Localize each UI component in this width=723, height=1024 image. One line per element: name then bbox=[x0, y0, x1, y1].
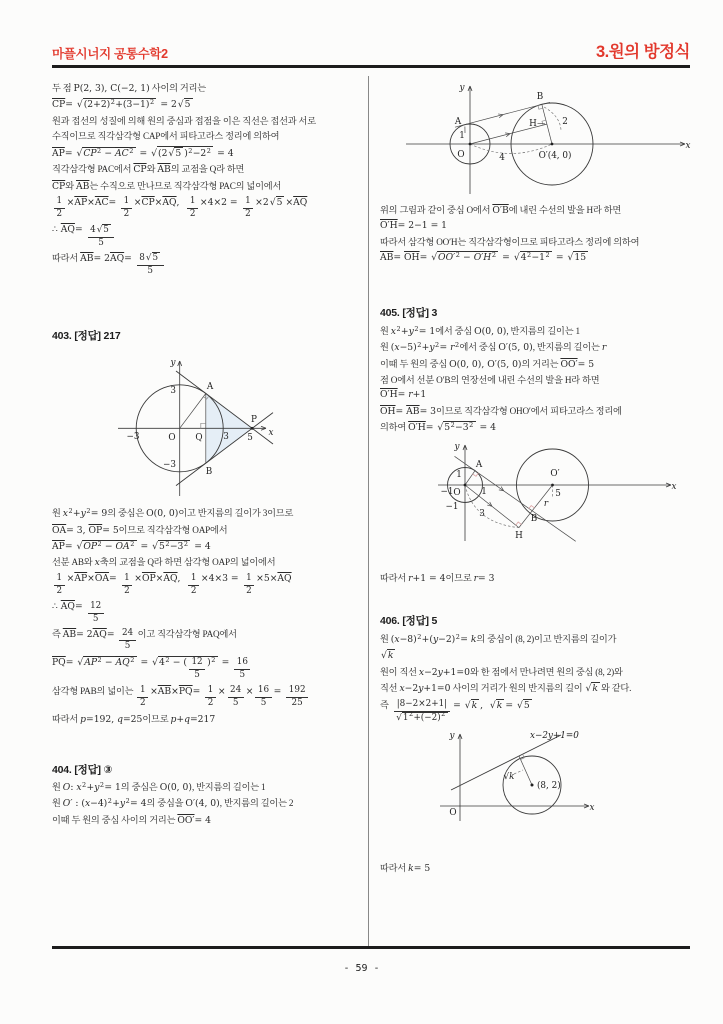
header-rule bbox=[52, 65, 690, 68]
fig404-y-axis-label: y bbox=[459, 83, 465, 93]
solution-line: 이때 두 원의 중심 O(0, 0), O′(5, 0) 의 거리는 OO′ = 5 bbox=[380, 358, 595, 370]
solution-line: 즉 |8−2×2+1| √ 1 2 +(−2) 2 = √ k , √ k = √ 5 bbox=[380, 698, 530, 723]
fig404-h-label: H bbox=[529, 119, 537, 129]
solution-line: 수직이므로 직각삼각형 CAP에서 피타고라스 정리에 의하여 bbox=[52, 131, 280, 142]
solution-line: 원이 직선 x −2 y +1=0 와 한 점에서 만나려면 원의 중심 (8, 2)와 bbox=[380, 666, 623, 678]
problem-403-heading: 403. [정답] 217 bbox=[52, 330, 121, 343]
solution-line: 원 ( x −8) 2 +( y −2) 2 = k 의 중심이 (8, 2)이고 반지름의 길이가 bbox=[380, 632, 617, 646]
solution-line: ∴ $\overline{AQ}$ = $\frac{12}{5}$ bbox=[52, 601, 358, 626]
solution-406 bbox=[380, 633, 692, 724]
solution-line: 원과 접선의 성질에 의해 원의 중심과 접점을 이은 직선은 접선과 서로 bbox=[52, 115, 316, 126]
fig406-radius-label: √k bbox=[503, 771, 515, 782]
figure-405 bbox=[426, 439, 686, 569]
fig404-origin-label: O bbox=[457, 150, 465, 160]
solution-line: 따라서 r +1 = 4 이므로 r = 3 bbox=[380, 572, 495, 584]
solution-402-continued bbox=[52, 82, 358, 278]
solution-line: $\overline{PQ}$ = √ AP 2 − $\overline{AQ}$ 2 = √ 4 2 − ( $\frac{12}{5}$ ) 2 = $\frac{16}{5}$ bbox=[52, 656, 358, 682]
footer-rule bbox=[52, 946, 690, 949]
fig405-y-axis-label: y bbox=[454, 441, 460, 452]
solution-line: 원 O : x 2 + y 2 = 1 의 중심은 O(0, 0) , 반지름의 길이는 1 bbox=[52, 780, 266, 794]
fig405-h-label: H bbox=[515, 530, 523, 541]
solution-line: $\overline{CP}$ 와 $\overline{AB}$ 는 수직으로 만나므로 직각삼각형 PAC의 넓이에서 bbox=[52, 180, 282, 192]
fig403-ytick-neg3: −3 bbox=[163, 460, 176, 471]
fig405-ytick-neg1: −1 bbox=[445, 501, 459, 512]
problem-405-heading: 405. [정답] 3 bbox=[380, 306, 438, 319]
fig404-radius1-label: 1 bbox=[459, 131, 465, 141]
solution-line: O′H = 2−1 = 1 bbox=[380, 220, 448, 232]
fig403-x-axis-label: x bbox=[268, 428, 274, 439]
solution-404 bbox=[52, 781, 358, 827]
solution-line: 원 x 2 + y 2 = 9 의 중심은 O(0, 0) 이고 반지름의 길이가 3이므로 bbox=[52, 507, 294, 520]
book-title: 마플시너지 공통수학2 bbox=[52, 47, 168, 61]
fig405-origin-label: O bbox=[453, 487, 461, 498]
solution-line: $\overline{AB}$ = $\overline{OH}$ = √ OO′ 2 − O′H 2 = √ 4 2 −1 2 = √ 15 bbox=[380, 251, 587, 264]
fig403-xtick-5: 5 bbox=[247, 433, 253, 444]
fig403-origin-label: O bbox=[168, 433, 176, 444]
fig404-distance4-label: 4 bbox=[499, 153, 505, 163]
figure-404 bbox=[398, 78, 698, 198]
solution-line: 따라서 삼각형 OO′H는 직각삼각형이므로 피타고라스 정리에 의하여 bbox=[380, 236, 640, 247]
fig403-q-label: Q bbox=[195, 433, 203, 444]
figure-403 bbox=[88, 351, 288, 501]
fig404-a-label: A bbox=[454, 117, 462, 127]
fig403-b-label: B bbox=[205, 467, 213, 478]
solution-line: $\overline{OH}$ = $\overline{AB}$ = 3 이므로 직각삼각형 OHO′에서 피타고라스 정리에 bbox=[380, 405, 622, 417]
fig405-a-label: A bbox=[475, 459, 483, 470]
solution-line: $\frac{1}{2}$ × $\overline{AP}$ × $\overline{AC}$ = $\frac{1}{2}$ × $\overline{CP}$ × $\overline{AQ}$ , $\frac{1}{2}$ ×4×2 = $\frac{1}{2}$ ×2 √ 5 × $\overline{AQ}$ bbox=[52, 196, 358, 221]
fig403-ytick-3: 3 bbox=[170, 386, 176, 397]
fig405-xtick-neg1: −1 bbox=[440, 486, 454, 497]
solution-line: 따라서 k = 5 bbox=[380, 862, 431, 874]
chapter-title: 3.원의 방정식 bbox=[595, 43, 690, 61]
solution-line: 직선 x −2 y +1=0 사이의 거리가 원의 반지름의 길이 √ k 와 같다. bbox=[380, 683, 632, 695]
solution-line: 원 O′ : ( x −4) 2 + y 2 = 4 의 중심을 O′(4, 0) , 반지름의 길이는 2 bbox=[52, 797, 294, 810]
fig404-radius2-label: 2 bbox=[562, 117, 568, 127]
solution-line: 직각삼각형 PAC에서 $\overline{CP}$ 와 $\overline{AB}$ 의 교점을 Q라 하면 bbox=[52, 164, 245, 176]
solution-line: 두 점 P(2, 3), C(−2, 1) 사이의 거리는 bbox=[52, 83, 206, 94]
fig404-x-axis-label: x bbox=[685, 141, 691, 151]
solution-line: √ k bbox=[381, 650, 394, 662]
fig404-oprime-label: O′(4, 0) bbox=[538, 151, 572, 161]
solution-line: 원 x 2 + y 2 = 1 에서 중심 O(0, 0) , 반지름의 길이는 1 bbox=[380, 324, 580, 337]
fig403-xtick-neg3: −3 bbox=[126, 432, 140, 443]
solution-line: 따라서 p =192, q =25 이므로 p + q =217 bbox=[52, 713, 216, 725]
fig405-r-label: r bbox=[543, 498, 549, 509]
right-column bbox=[380, 78, 692, 878]
solution-line: $\overline{AP}$ = √ CP 2 − $\overline{AC}$ 2 = √ (2 √ 5 ) 2 −2 2 = 4 bbox=[52, 146, 234, 159]
fig405-x-axis-label: x bbox=[671, 481, 677, 492]
solution-line: 이때 두 원의 중심 사이의 거리는 OO′ = 4 bbox=[52, 814, 211, 826]
fig403-p-label: P bbox=[251, 415, 257, 426]
solution-405-conclusion bbox=[380, 572, 692, 585]
fig406-x-axis-label: x bbox=[589, 802, 595, 813]
figure-406 bbox=[426, 729, 686, 859]
solution-line: 선분 AB와 x 축의 교점을 Q라 하면 삼각형 OAP의 넓이에서 bbox=[52, 557, 276, 569]
fig405-xtick-5: 5 bbox=[555, 488, 561, 499]
fig406-center-label: (8, 2) bbox=[537, 780, 561, 791]
solution-line: $\frac{1}{2}$ × $\overline{AP}$ × $\overline{OA}$ = $\frac{1}{2}$ × $\overline{OP}$ × $\overline{AQ}$ , $\frac{1}{2}$ ×4×3 = $\frac{1}{2}$ ×5× $\overline{AQ}$ bbox=[52, 573, 358, 598]
problem-406-heading: 406. [정답] 5 bbox=[380, 615, 438, 628]
fig406-origin-label: O bbox=[449, 807, 457, 818]
solution-line: $\overline{AP}$ = √ OP 2 − $\overline{OA}$ 2 = √ 5 2 −3 2 = 4 bbox=[52, 539, 211, 553]
solution-line: 따라서 $\overline{AB}$ = 2 $\overline{AQ}$ = 8 √ 5 5 bbox=[52, 252, 358, 278]
solution-line: 의하여 O′H = √ 5 2 −3 2 = 4 bbox=[380, 421, 496, 434]
fig404-b-label: B bbox=[536, 92, 544, 102]
problem-404-heading: 404. [정답] ③ bbox=[52, 764, 113, 777]
solution-403 bbox=[52, 507, 358, 726]
solution-line: 점 O에서 선분 O′B의 연장선에 내린 수선의 발을 H라 하면 bbox=[380, 374, 600, 385]
page-number: - 59 - bbox=[343, 963, 380, 974]
solution-line: $\overline{OA}$ = 3, $\overline{OP}$ = 5 이므로 직각삼각형 OAP에서 bbox=[52, 524, 228, 536]
fig406-line-equation-label: x−2y+1=0 bbox=[530, 730, 579, 741]
fig405-b-label: B bbox=[530, 513, 538, 524]
fig403-a-label: A bbox=[206, 382, 214, 393]
solution-405 bbox=[380, 325, 692, 435]
solution-line: O′H = r +1 bbox=[380, 389, 427, 401]
fig405-radius1-label: 1 bbox=[456, 469, 462, 480]
solution-line: 즉 $\overline{AB}$ = 2 $\overline{AQ}$ = $\frac{24}{5}$ 이고 직각삼각형 PAQ에서 bbox=[52, 628, 237, 652]
fig403-xtick-3: 3 bbox=[223, 432, 229, 443]
solution-404-right bbox=[380, 204, 692, 265]
solution-406-conclusion bbox=[380, 862, 692, 875]
solution-line: 삼각형 PAB의 넓이는 $\frac{1}{2}$ × $\overline{AB}$ × $\overline{PQ}$ = $\frac{1}{2}$ × $\frac{24}{5}$ × $\frac{16}{5}$ = $\frac{192}{25}$ bbox=[52, 685, 358, 710]
solution-line: ∴ $\overline{AQ}$ = 4 √ 5 5 bbox=[52, 224, 358, 250]
fig406-y-axis-label: y bbox=[449, 730, 455, 741]
column-divider bbox=[368, 76, 369, 946]
fig405-oprime-label: O′ bbox=[550, 468, 560, 479]
fig403-y-axis-label: y bbox=[170, 358, 176, 369]
solution-line: $\overline{CP}$ = √ (2+2) 2 +(3−1) 2 = 2 √ 5 bbox=[52, 98, 191, 111]
left-column bbox=[52, 79, 358, 830]
solution-line: 원 ( x −5) 2 + y 2 = r 2 에서 중심 O′(5, 0) , 반지름의 길이는 r bbox=[380, 340, 607, 354]
fig405-xtick-1: 1 bbox=[481, 486, 487, 497]
fig405-distance3-label: 3 bbox=[479, 508, 485, 519]
solution-line: 위의 그림과 같이 중심 O에서 O′B 에 내린 수선의 발을 H라 하면 bbox=[380, 205, 622, 216]
